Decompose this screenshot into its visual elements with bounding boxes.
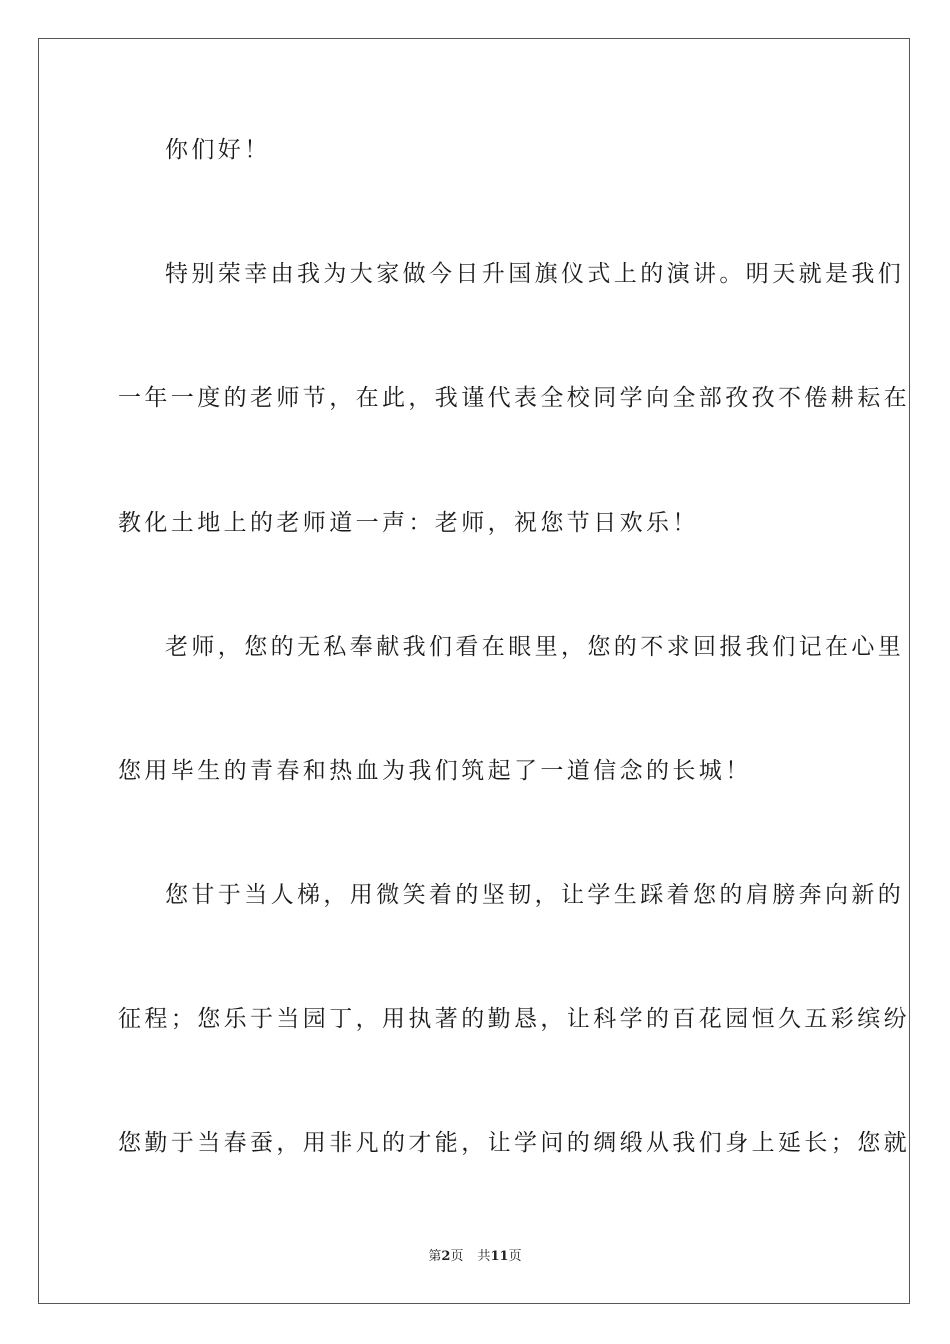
page-prefix: 第	[428, 1249, 442, 1264]
page-suffix: 页	[450, 1249, 464, 1264]
paragraph-line: 您勤于当春蚕，用非凡的才能，让学问的绸缎从我们身上延长；您就	[118, 1130, 910, 1156]
paragraph-line: 特别荣幸由我为大家做今日升国旗仪式上的演讲。明天就是我们	[165, 261, 905, 287]
paragraph-line: 您用毕生的青春和热血为我们筑起了一道信念的长城！	[118, 758, 752, 784]
paragraph-line: 一年一度的老师节，在此，我谨代表全校同学向全部孜孜不倦耕耘在	[118, 385, 910, 411]
paragraph-line: 老师，您的无私奉献我们看在眼里，您的不求回报我们记在心里	[165, 634, 905, 660]
total-prefix: 共	[477, 1249, 491, 1264]
page-border	[38, 38, 910, 1304]
total-pages: 11	[490, 1249, 509, 1264]
total-suffix: 页	[508, 1249, 522, 1264]
greeting-line: 你们好！	[165, 137, 271, 163]
paragraph-line: 教化土地上的老师道一声：老师，祝您节日欢乐！	[118, 510, 699, 536]
page-footer	[0, 1248, 950, 1266]
paragraph-line: 征程；您乐于当园丁，用执著的勤恳，让科学的百花园恒久五彩缤纷	[118, 1006, 910, 1032]
page-number: 2	[441, 1249, 451, 1264]
paragraph-line: 您甘于当人梯，用微笑着的坚韧，让学生踩着您的肩膀奔向新的	[165, 882, 905, 908]
